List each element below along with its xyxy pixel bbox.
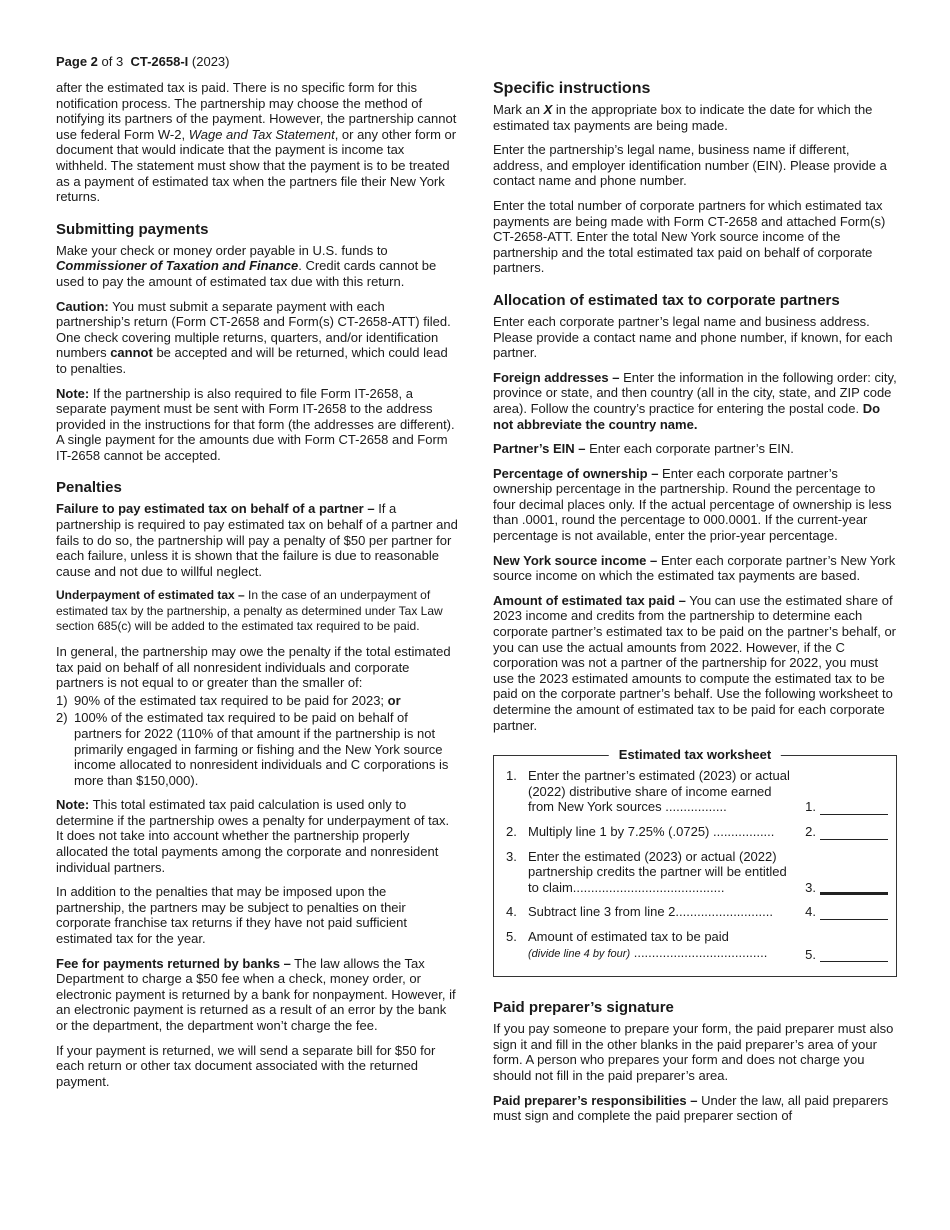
form-year: (2023) (191, 54, 230, 69)
worksheet-row: 5. Amount of estimated tax to be paid (divide line 4 by four) ..................................... 5. (506, 929, 888, 962)
line-1-entry-field[interactable] (820, 802, 888, 815)
underpayment-paragraph: Underpayment of estimated tax – In the case of an underpayment of estimated tax by the partnership, a penalty as determined under Tax Law section 685(c) will be added to the estimated tax required to be paid. (56, 588, 443, 634)
caution-paragraph: Caution: You must submit a separate payment with each partnership’s return (Form CT-2658 and Form(s) CT-2658-ATT) filed. One check covering multiple returns, quarters, and/or identification numbers cannot be accepted and will be returned, which could lead to penalties. (56, 298, 451, 376)
line-5-entry-field[interactable] (820, 949, 888, 962)
worksheet-row: 1. Enter the partner’s estimated (2023) or actual (2022) distributive share of income earned from New York sources ................. 1. (506, 768, 888, 815)
notification-paragraph: after the estimated tax is paid. There is no specific form for this notification process. The partnership may choose the method of notifying its partners of the payment. However, the partnership cannot use federal Form W-2, Wage and Tax Statement, or any other form or document that would indicate that the payment is income tax withheld. The statement must show that the payment is to be treated as a payment of estimated tax when the partners file their New York returns. (56, 80, 457, 205)
penalty-conditions-list (56, 693, 458, 789)
enter-name-paragraph: Enter the partnership’s legal name, business name if different, address, and employer identification number (EIN). Please provide a contact name and phone number. (493, 142, 887, 189)
paid-preparer-paragraph: If you pay someone to prepare your form, the paid preparer must also sign it and fill in the other blanks in the paid preparer’s area of your form. A person who prepares your form and does not charge you should not fill in the paid preparer’s area. (493, 1021, 894, 1083)
page-of: of 3 (101, 54, 124, 69)
line-3-entry-field[interactable] (820, 882, 888, 895)
estimated-tax-worksheet (493, 747, 897, 977)
partner-ein-paragraph: Partner’s EIN – Enter each corporate partner’s EIN. (493, 441, 794, 457)
percentage-ownership-paragraph: Percentage of ownership – Enter each corporate partner’s ownership percentage in the partnership. Round the percentage to four decimal places only. If the actual percentage of ownership is less than .0001, round the percentage to 000.0001. If the current-year percentage is not available, enter the prior-year percentage. (493, 465, 892, 544)
enter-total-paragraph: Enter the total number of corporate partners for which estimated tax payments are being made with Form CT-2658 and attached Form(s) CT-2658-ATT. Enter the total New York source income of the partnership and the total estimated tax paid on behalf of corporate partners. (493, 197, 886, 276)
foreign-addresses-paragraph: Foreign addresses – Enter the information in the following order: city, province or state, and then country (all in the city, state, and ZIP code area). Follow the country’s practice for entering the postal code. Do not abbreviate the country name. (493, 369, 897, 432)
general-penalty-paragraph: In general, the partnership may owe the penalty if the total estimated tax paid on behalf of all nonresident individuals and corporate partners is not equal to or greater than the smaller of: (56, 643, 451, 691)
right-column (493, 80, 897, 1133)
line-4-entry-field[interactable] (820, 907, 888, 920)
worksheet-row: 3. Enter the estimated (2023) or actual (2022) partnership credits the partner will be entitled to claim.......................................... 3. (506, 849, 888, 896)
note-calculation-paragraph: Note: This total estimated tax paid calculation is used only to determine if the partnership owes a penalty for underpayment of tax. It does not take into account whether the partnership properly allocated the total payments among the corporate and nonresident individual partners. (56, 797, 450, 875)
worksheet-row: 4. Subtract line 3 from line 2........................... 4. (506, 904, 888, 920)
page-header (56, 54, 229, 70)
list-item: 2) 100% of the estimated tax required to be paid on behalf of partners for 2022 (110% of that amount if the partnership is not primarily engaged in farming or fishing and the New York source income allocated to nonresident individuals and C corporations is more than $150,000). (56, 710, 449, 788)
form-number: CT-2658-I (130, 54, 189, 69)
heading-submitting-payments: Submitting payments (56, 220, 209, 238)
additional-penalties-paragraph: In addition to the penalties that may be imposed upon the partnership, the partners may be subject to penalties on their corporate franchise tax returns if they have not paid sufficient estimated tax for the year. (56, 884, 407, 947)
amount-estimated-tax-paragraph: Amount of estimated tax paid – You can use the estimated share of 2023 income and credits from the partnership to determine each corporate partner’s estimated tax to be paid on the partner’s behalf, or you can use the actual amounts from 2022. However, if the C corporation was not a partner of the partnership for 2022, you must use the 2023 estimated amounts to compute the estimated tax to be paid on the corporate partner’s behalf. Use the following worksheet to determine the amount of estimated tax to be paid for each corporate partner. (493, 592, 897, 733)
worksheet-title: Estimated tax worksheet (609, 747, 781, 763)
list-item: 1) 90% of the estimated tax required to be paid for 2023; or (56, 692, 401, 708)
heading-allocation: Allocation of estimated tax to corporate partners (493, 291, 840, 309)
page-label: Page 2 (56, 54, 98, 69)
left-column (56, 80, 458, 1098)
returned-bill-paragraph: If your payment is returned, we will send a separate bill for $50 for each return or other tax document associated with the returned payment. (56, 1042, 436, 1089)
ny-source-income-paragraph: New York source income – Enter each corporate partner’s New York source income on which the estimated tax payments are based. (493, 552, 896, 584)
note-it2658-paragraph: Note: If the partnership is also required to file Form IT-2658, a separate payment must be sent with Form IT-2658 to the address provided in the instructions for that form (the addresses are different). A single payment for the amounts due with Form CT-2658 and Form IT-2658 cannot be accepted. (56, 385, 455, 463)
heading-penalties: Penalties (56, 479, 122, 497)
failure-to-pay-paragraph: Failure to pay estimated tax on behalf of a partner – If a partnership is required to pay estimated tax on behalf of a partner and fails to do so, the partnership will pay a penalty of $50 per partner for each failure, unless it is shown that the failure is due to reasonable cause and not due to willful neglect. (56, 501, 458, 579)
worksheet-row: 2. Multiply line 1 by 7.25% (.0725) ................. 2. (506, 824, 888, 840)
mark-x-paragraph: Mark an X in the appropriate box to indicate the date for which the estimated tax payments are being made. (493, 102, 873, 133)
preparer-responsibilities-paragraph: Paid preparer’s responsibilities – Under the law, all paid preparers must sign and complete the paid preparer section of (493, 1092, 889, 1124)
returned-fee-paragraph: Fee for payments returned by banks – The law allows the Tax Department to charge a $50 fee when a check, money order, or electronic payment is returned by a bank for nonpayment. However, if an electronic payment is returned as a result of an error by the bank or the department, the department won’t charge the fee. (56, 955, 456, 1033)
line-2-entry-field[interactable] (820, 827, 888, 840)
payable-paragraph: Make your check or money order payable in U.S. funds to Commissioner of Taxation and Finance. Credit cards cannot be used to pay the amount of estimated tax due with this return. (56, 242, 437, 289)
allocation-paragraph: Enter each corporate partner’s legal name and business address. Please provide a contact name and phone number, if known, for each partner. (493, 313, 893, 361)
heading-specific-instructions: Specific instructions (493, 80, 651, 97)
heading-paid-preparer: Paid preparer’s signature (493, 999, 674, 1017)
